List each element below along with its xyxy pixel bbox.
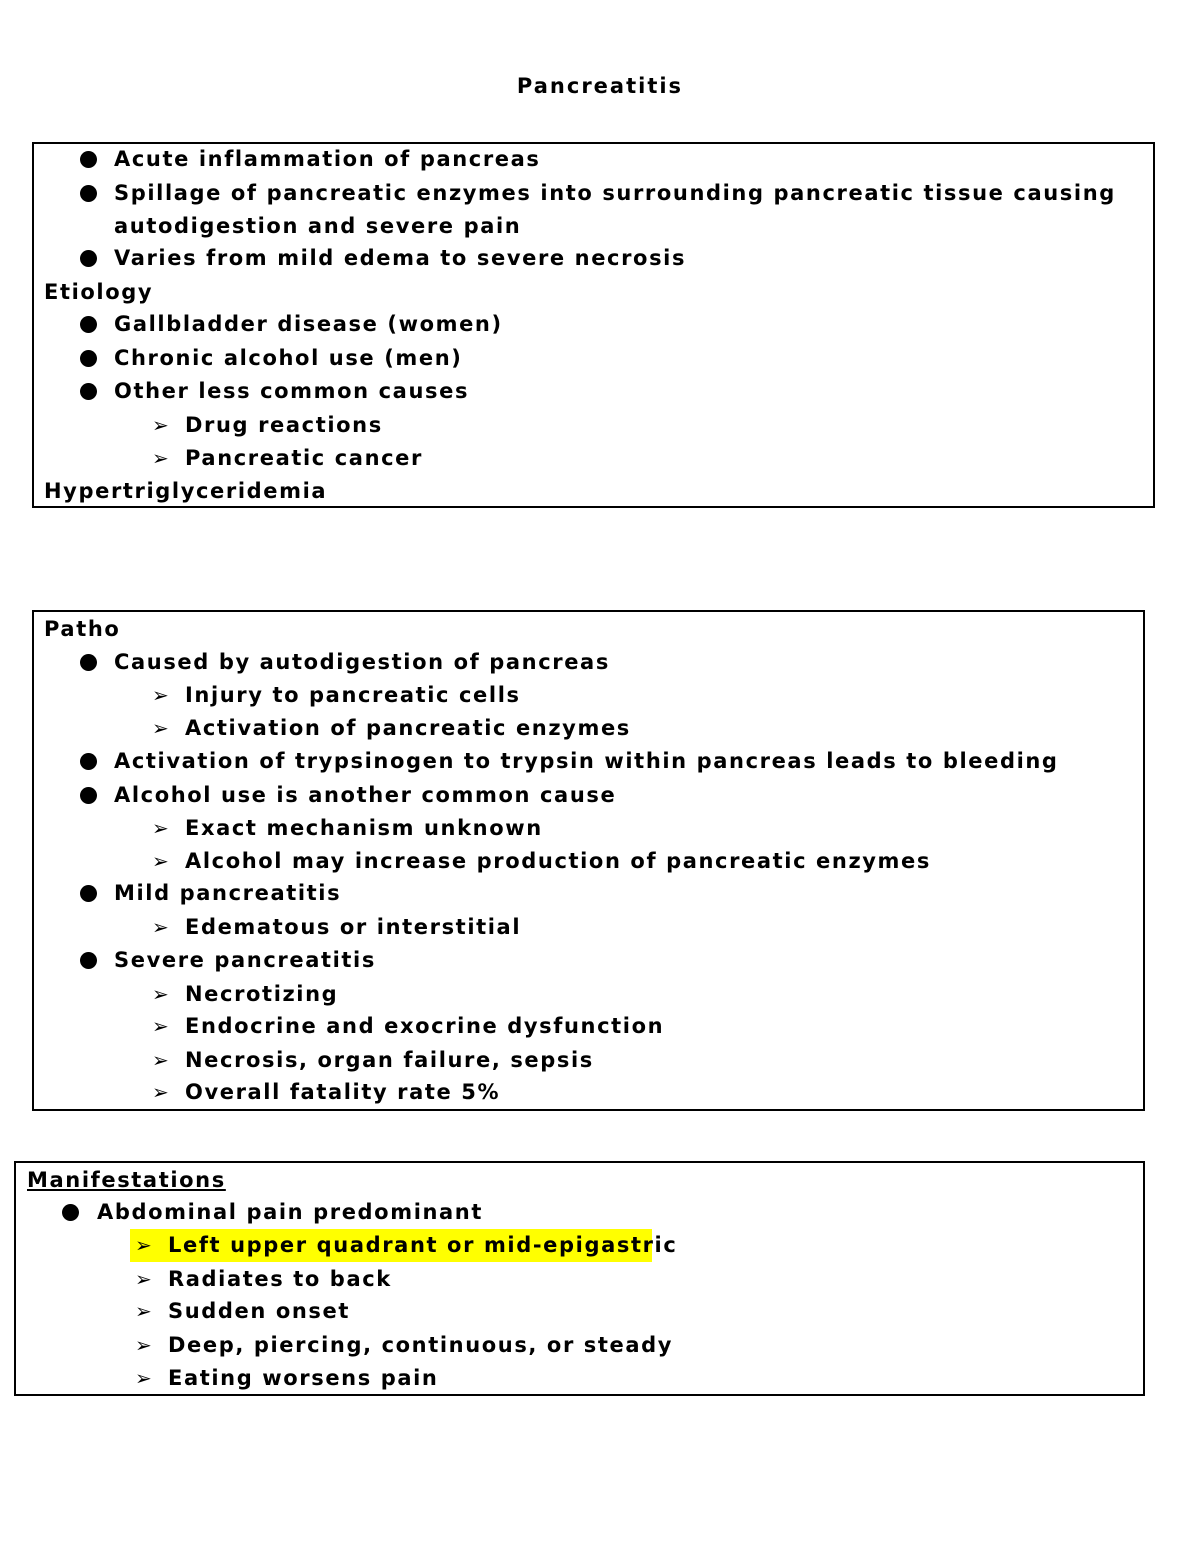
- arrowhead-icon: ➢: [152, 413, 169, 437]
- arrowhead-icon: ➢: [135, 1333, 152, 1357]
- list-item: Spillage of pancreatic enzymes into surrounding pancreatic tissue causing: [114, 181, 1116, 205]
- bullet-icon: [80, 316, 97, 333]
- bullet-icon: [80, 787, 97, 804]
- sub-list-item: Activation of pancreatic enzymes: [185, 716, 631, 740]
- arrowhead-icon: ➢: [152, 683, 169, 707]
- list-item: Abdominal pain predominant: [97, 1200, 483, 1224]
- bullet-icon: [80, 654, 97, 671]
- bullet-icon: [80, 250, 97, 267]
- list-item: Chronic alcohol use (men): [114, 346, 463, 370]
- sub-list-item: Necrosis, organ failure, sepsis: [185, 1048, 594, 1072]
- arrowhead-icon: ➢: [152, 716, 169, 740]
- arrowhead-icon: ➢: [152, 1014, 169, 1038]
- bullet-icon: [80, 753, 97, 770]
- arrowhead-icon: ➢: [135, 1366, 152, 1390]
- sub-list-item: Sudden onset: [168, 1299, 351, 1323]
- list-item: Alcohol use is another common cause: [114, 783, 617, 807]
- sub-list-item: Pancreatic cancer: [185, 446, 423, 470]
- arrowhead-icon: ➢: [135, 1267, 152, 1291]
- sub-list-item-highlighted: Left upper quadrant or mid-epigastric: [168, 1233, 678, 1257]
- sub-list-item: Deep, piercing, continuous, or steady: [168, 1333, 674, 1357]
- arrowhead-icon: ➢: [152, 816, 169, 840]
- bullet-icon: [62, 1204, 79, 1221]
- sub-list-item: Endocrine and exocrine dysfunction: [185, 1014, 665, 1038]
- sub-list-item: Overall fatality rate 5%: [185, 1080, 501, 1104]
- list-item: Gallbladder disease (women): [114, 312, 503, 336]
- arrowhead-icon: ➢: [135, 1299, 152, 1323]
- list-item: Severe pancreatitis: [114, 948, 376, 972]
- list-item: Hypertriglyceridemia: [44, 479, 328, 503]
- sub-list-item: Injury to pancreatic cells: [185, 683, 521, 707]
- sub-list-item: Necrotizing: [185, 982, 339, 1006]
- list-item: Varies from mild edema to severe necrosis: [114, 246, 687, 270]
- sub-list-item: Edematous or interstitial: [185, 915, 522, 939]
- bullet-icon: [80, 151, 97, 168]
- patho-heading: Patho: [44, 617, 121, 641]
- bullet-icon: [80, 185, 97, 202]
- page-title: Pancreatitis: [516, 74, 684, 98]
- sub-list-item: Alcohol may increase production of pancreatic enzymes: [185, 849, 931, 873]
- bullet-icon: [80, 350, 97, 367]
- arrowhead-icon: ➢: [152, 1048, 169, 1072]
- sub-list-item: Exact mechanism unknown: [185, 816, 543, 840]
- arrowhead-icon: ➢: [152, 446, 169, 470]
- sub-list-item: Eating worsens pain: [168, 1366, 439, 1390]
- list-item: Activation of trypsinogen to trypsin within pancreas leads to bleeding: [114, 749, 1059, 773]
- arrowhead-icon: ➢: [135, 1233, 152, 1257]
- list-item: Other less common causes: [114, 379, 470, 403]
- arrowhead-icon: ➢: [152, 849, 169, 873]
- bullet-icon: [80, 952, 97, 969]
- bullet-icon: [80, 885, 97, 902]
- arrowhead-icon: ➢: [152, 982, 169, 1006]
- sub-list-item: Radiates to back: [168, 1267, 392, 1291]
- arrowhead-icon: ➢: [152, 1080, 169, 1104]
- list-item: Acute inflammation of pancreas: [114, 147, 541, 171]
- arrowhead-icon: ➢: [152, 915, 169, 939]
- sub-list-item: Drug reactions: [185, 413, 383, 437]
- list-item: Caused by autodigestion of pancreas: [114, 650, 610, 674]
- etiology-heading: Etiology: [44, 280, 154, 304]
- list-item: Mild pancreatitis: [114, 881, 342, 905]
- bullet-icon: [80, 383, 97, 400]
- list-item-continuation: autodigestion and severe pain: [114, 214, 522, 238]
- manifestations-heading: Manifestations: [27, 1168, 226, 1192]
